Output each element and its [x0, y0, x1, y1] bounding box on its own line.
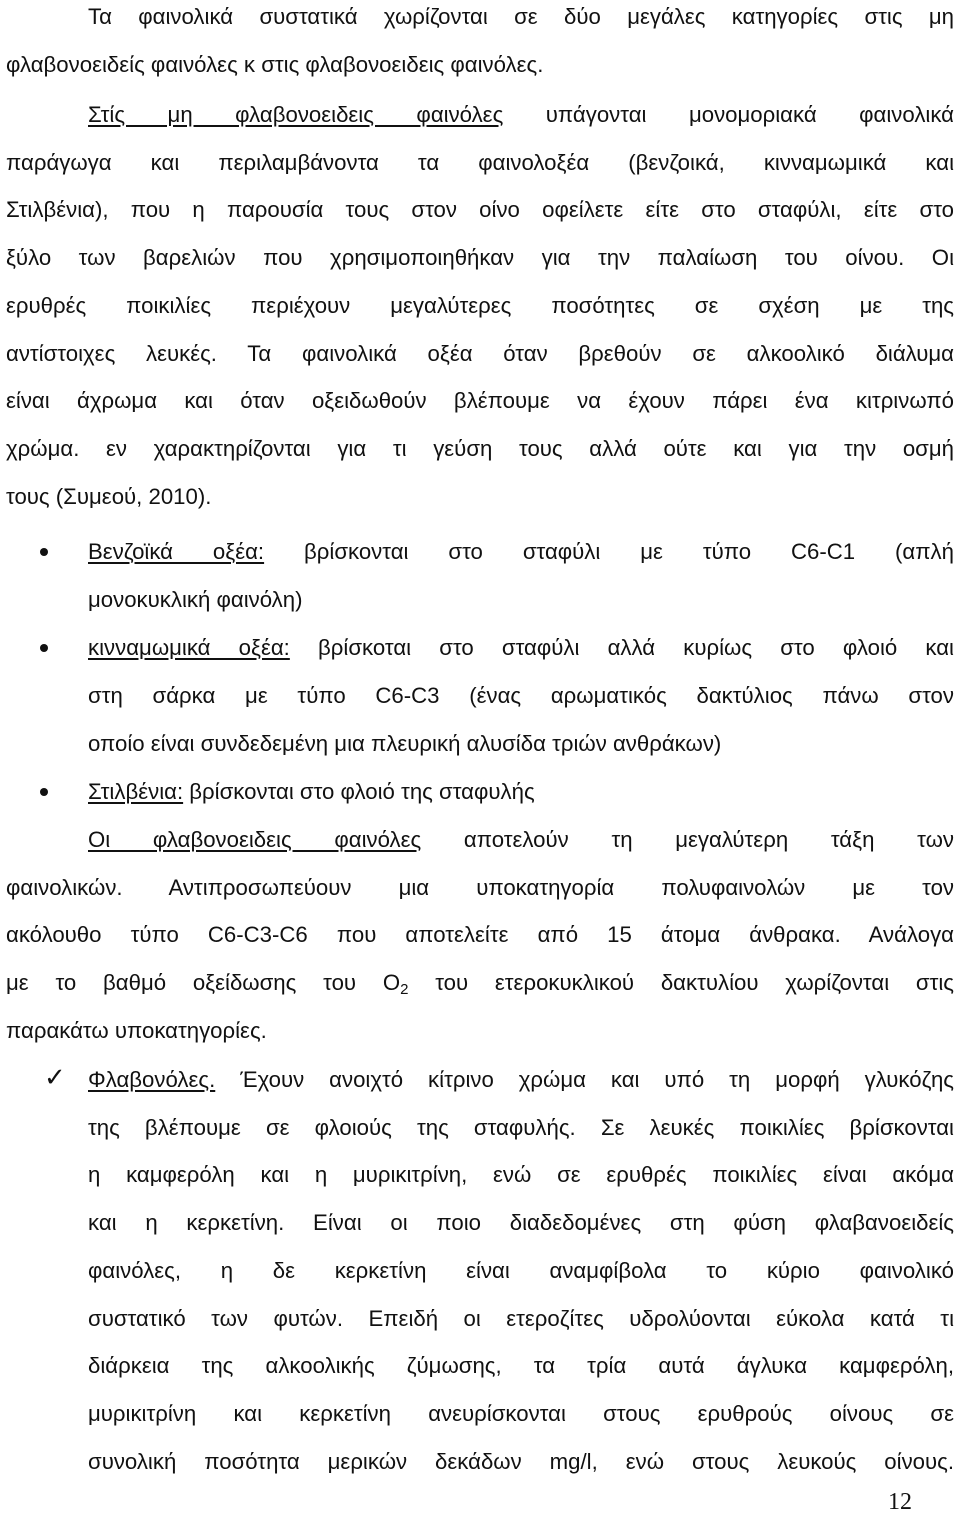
text-line: μονοκυκλική φαινόλη) [88, 587, 303, 612]
check-term: Φλαβονόλες. [88, 1067, 216, 1092]
text-span: του ετεροκυκλικού δακτυλίου χωρίζονται στις [408, 970, 954, 995]
bullet-term: Βενζοϊκά οξέα: [88, 539, 265, 564]
text-line: η καμφερόλη και η μυρικιτρίνη, ενώ σε ερυθρές ποικιλίες είναι ακόμα [88, 1162, 954, 1187]
bullet-term: κινναμωμικά οξέα: [88, 635, 290, 660]
bullet-icon [40, 548, 48, 556]
bullet-term: Στιλβένια: [88, 779, 184, 804]
text-line: φαινολικών. Αντιπροσωπεύουν μια υποκατηγορία πολυφαινολών με τον [6, 875, 954, 900]
text-line [88, 537, 954, 567]
text-line: φλαβονοειδείς φαινόλες κ στις φλαβονοειδεις φαινόλες. [6, 52, 544, 77]
text-line [6, 968, 954, 998]
text-line: παράγωγα και περιλαμβάνοντα τα φαινολοξέα (βενζοικά, κινναμωμικά και [6, 150, 954, 175]
text-line [88, 825, 954, 855]
text-line: τους (Συμεού, 2010). [6, 484, 212, 509]
text-line: αντίστοιχες λευκές. Τα φαινολικά οξέα όταν βρεθούν σε αλκοολικό διάλυμα [6, 341, 954, 366]
text-line [88, 1065, 954, 1095]
text-line [88, 633, 954, 663]
text-line: και η κερκετίνη. Είναι οι ποιο διαδεδομένες στη φύση φλαβανοειδείς [88, 1210, 954, 1235]
text-line: συστατικό των φυτών. Επειδή οι ετεροζίτες υδρολύονται εύκολα κατά τι [88, 1306, 954, 1331]
text-span: αποτελούν τη μεγαλύτερη τάξη των [421, 827, 954, 852]
text-span: Έχουν ανοιχτό κίτρινο χρώμα και υπό τη μορφή γλυκόζης [215, 1067, 954, 1092]
text-line: χρώμα. εν χαρακτηρίζονται για τι γεύση τους αλλά ούτε και για την οσμή [6, 436, 954, 461]
text-line: διάρκεια της αλκοολικής ζύμωσης, τα τρία αυτά άγλυκα καμφερόλη, [88, 1353, 954, 1378]
text-line: ερυθρές ποικιλίες περιέχουν μεγαλύτερες ποσότητες σε σχέση με της [6, 293, 954, 318]
text-line: συνολική ποσότητα μερικών δεκάδων mg/l, ενώ στους λευκούς οίνους. [88, 1449, 954, 1474]
text-span: με το βαθμό οξείδωσης του O [6, 970, 401, 995]
text-line: στη σάρκα με τύπο C6-C3 (ένας αρωματικός δακτύλιος πάνω στον [88, 683, 954, 708]
text-line [88, 100, 954, 130]
text-line: παρακάτω υποκατηγορίες. [6, 1018, 267, 1043]
text-line: της βλέπουμε σε φλοιούς της σταφυλής. Σε λευκές ποικιλίες βρίσκονται [88, 1115, 954, 1140]
page-number: 12 [888, 1489, 912, 1515]
underlined-heading: Οι φλαβονοειδεις φαινόλες [88, 827, 422, 852]
underlined-heading: Στίς μη φλαβονοειδεις φαινόλες [88, 102, 504, 127]
text-span: βρίσκονται στο σταφύλι με τύπο C6-C1 (απλή [264, 539, 954, 564]
bullet-icon [40, 644, 48, 652]
text-line: είναι άχρωμα και όταν οξειδωθούν βλέπουμε να έχουν πάρει ένα κιτρινωπό [6, 388, 954, 413]
text-span: υπάγονται μονομοριακά φαινολικά [503, 102, 954, 127]
text-line: Στιλβένια), που η παρουσία τους στον οίνο οφείλετε είτε στο σταφύλι, είτε στο [6, 197, 954, 222]
text-line: φαινόλες, η δε κερκετίνη είναι αναμφίβολα το κύριο φαινολικό [88, 1258, 954, 1283]
subscript: 2 [400, 981, 409, 998]
bullet-icon [40, 788, 48, 796]
check-icon: ✓ [44, 1063, 66, 1093]
text-span: βρίσκονται στο φλοιό της σταφυλής [183, 779, 535, 804]
text-span: βρίσκοται στο σταφύλι αλλά κυρίως στο φλοιό και [289, 635, 954, 660]
text-line: ακόλουθο τύπο C6-C3-C6 που αποτελείτε από 15 άτομα άνθρακα. Ανάλογα [6, 922, 954, 947]
text-line: Τα φαινολικά συστατικά χωρίζονται σε δύο μεγάλες κατηγορίες στις μη [88, 4, 954, 29]
text-line: ξύλο των βαρελιών που χρησιμοποιηθήκαν για την παλαίωση του οίνου. Οι [6, 245, 954, 270]
text-line [88, 777, 535, 807]
text-line: οποίο είναι συνδεδεμένη μια πλευρική αλυσίδα τριών ανθράκων) [88, 731, 722, 756]
text-line: μυρικιτρίνη και κερκετίνη ανευρίσκονται στους ερυθρούς οίνους σε [88, 1401, 954, 1426]
